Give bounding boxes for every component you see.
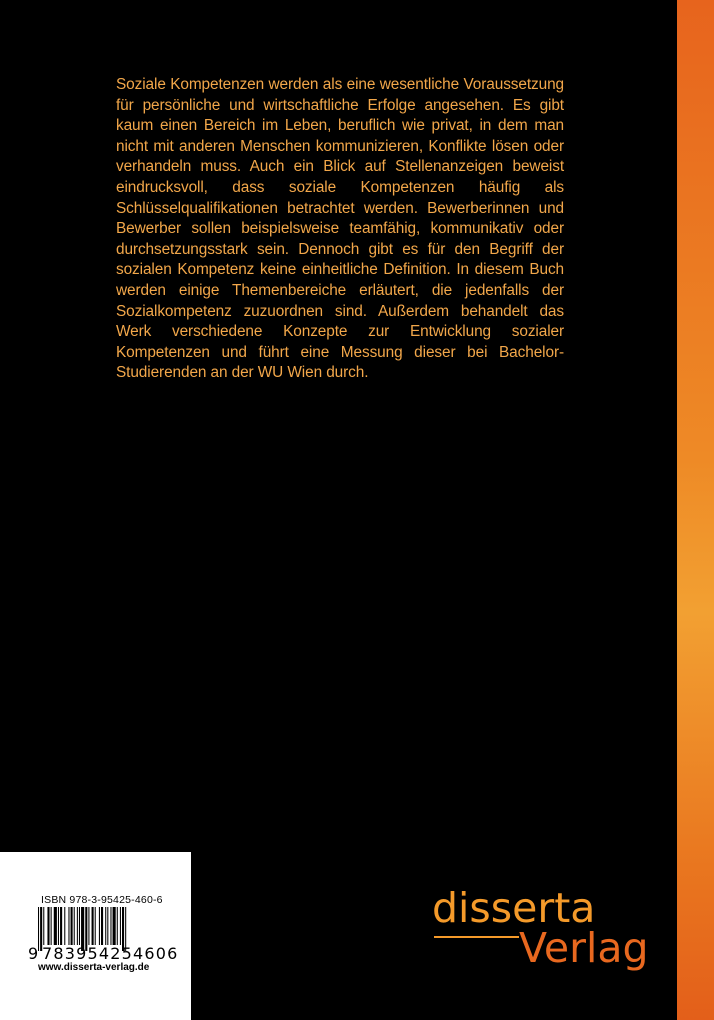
barcode-bar	[88, 907, 89, 945]
barcode-bar	[74, 907, 75, 945]
barcode-bar	[47, 907, 49, 945]
barcode-bar	[105, 907, 106, 945]
isbn-label: ISBN 978-3-95425-460-6	[41, 894, 163, 906]
barcode-bar	[113, 907, 116, 945]
barcode-bar	[110, 907, 111, 945]
barcode-bar	[95, 907, 96, 945]
barcode-bar	[64, 907, 65, 945]
barcode-bar	[43, 907, 44, 945]
barcode-digits: 783954254606	[42, 944, 179, 963]
barcode-bar	[58, 907, 59, 945]
barcode-bar	[51, 907, 52, 945]
barcode-bar	[79, 907, 80, 945]
publisher-logo	[432, 884, 652, 988]
blurb-text: Soziale Kompetenzen werden als eine wesentliche Voraussetzung für persönliche und wirtschaftliche Erfolge angesehen. Es gibt kaum einen Bereich im Leben, beruflich wie privat, in dem man nicht mit anderen Menschen kommunizieren, Konflikte lösen oder verhandeln muss. Auch ein Blick auf Stellenanzeigen beweist eindrucksvoll, dass soziale Kompetenzen häufig als Schlüsselqualifikationen betrachtet werden. Bewerberinnen und Bewerber sollen beispielsweise teamfähig, kommunikativ oder durchsetzungsstark sein. Dennoch gibt es für den Begriff der sozialen Kompetenz keine einheitliche Definition. In diesem Buch werden einige Themenbereiche erläutert, die jedenfalls der Sozialkompetenz zuzuordnen sind. Außerdem behandelt das Werk verschiedene Konzepte zur Entwicklung sozialer Kompetenzen und führt eine Messung dieser bei Bachelor-Studierenden an der WU Wien durch.	[116, 76, 564, 382]
barcode-bar	[60, 907, 62, 945]
barcode-bar	[71, 907, 73, 945]
logo-word-disserta: disserta	[432, 884, 596, 932]
barcode-bar	[101, 907, 103, 945]
barcode-lead-digit: 9	[28, 944, 39, 963]
barcode-bar	[117, 907, 118, 945]
publisher-website: www.disserta-verlag.de	[38, 962, 150, 973]
barcode-bar	[107, 907, 108, 945]
logo-underline	[434, 936, 519, 938]
orange-edge-stripe	[677, 0, 714, 1020]
barcode-panel	[0, 852, 191, 1020]
barcode-bar	[92, 907, 94, 945]
logo-word-verlag: Verlag	[519, 924, 649, 972]
barcode-bar	[120, 907, 121, 945]
barcode-bar	[99, 907, 100, 945]
barcode-bar	[54, 907, 57, 945]
barcode-bar	[68, 907, 69, 945]
barcode-bar	[77, 907, 78, 945]
